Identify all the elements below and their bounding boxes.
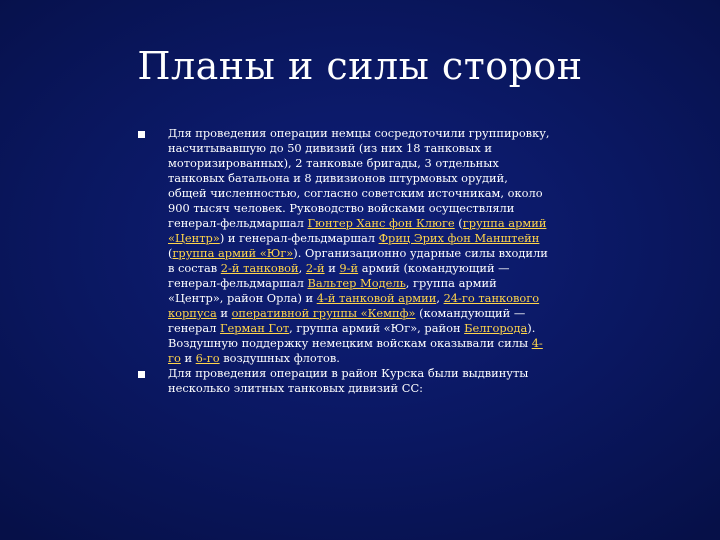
text-segment: ( bbox=[454, 216, 463, 230]
square-bullet-icon bbox=[138, 131, 145, 138]
hyperlink[interactable]: Герман Гот bbox=[219, 321, 290, 335]
text-segment: ). Организационно ударные силы входили в состав bbox=[168, 246, 548, 275]
text-segment: ). Воздушную поддержку немецким войскам оказывали силы bbox=[168, 321, 536, 350]
hyperlink[interactable]: 4-й танковой армии bbox=[316, 291, 437, 305]
bullet-item bbox=[138, 126, 550, 366]
text-segment: армий (командующий — генерал-фельдмаршал bbox=[168, 261, 510, 290]
bullet-text bbox=[168, 366, 528, 395]
square-bullet-icon bbox=[138, 371, 145, 378]
hyperlink[interactable]: оперативной группы «Кемпф» bbox=[231, 306, 416, 320]
hyperlink[interactable]: 2-й bbox=[305, 261, 325, 275]
hyperlink[interactable]: 2-й танковой bbox=[220, 261, 299, 275]
bullet-text bbox=[168, 126, 550, 365]
hyperlink[interactable]: 24-го танкового корпуса bbox=[168, 291, 540, 320]
text-segment: Для проведения операции в район Курска были выдвинуты несколько элитных танковых дивизий СС: bbox=[168, 366, 529, 395]
text-segment: ) и генерал-фельдмаршал bbox=[219, 231, 379, 245]
hyperlink[interactable]: 6-го bbox=[195, 351, 220, 365]
hyperlink[interactable]: Вальтер Модель bbox=[307, 276, 406, 290]
text-segment: , группа армий «Центр», район Орла) и bbox=[168, 276, 497, 305]
hyperlink[interactable]: 9-й bbox=[339, 261, 359, 275]
hyperlink[interactable]: Гюнтер Ханс фон Клюге bbox=[307, 216, 455, 230]
hyperlink[interactable]: группа армий «Юг» bbox=[172, 246, 294, 260]
text-segment: воздушных флотов. bbox=[219, 351, 340, 365]
text-segment: и bbox=[216, 306, 232, 320]
bullet-item bbox=[138, 366, 550, 396]
text-segment: ( bbox=[168, 246, 173, 260]
text-segment: Для проведения операции немцы сосредоточили группировку, насчитывавшую до 50 дивизий (из них 18 танковых и моторизированных), 2 танковые бригады, 3 отдельных танковых батальона и 8 дивизионов штурмовых орудий, общей численностью, согласно советским источникам, около 900 тысяч человек. Руководство войсками осуществляли генерал-фельдмаршал bbox=[168, 126, 550, 230]
slide-title: Планы и силы сторон bbox=[137, 44, 583, 88]
text-segment: (командующий — генерал bbox=[168, 306, 526, 335]
text-segment: и bbox=[324, 261, 340, 275]
text-segment: и bbox=[180, 351, 196, 365]
hyperlink[interactable]: 4-го bbox=[168, 336, 543, 365]
hyperlink[interactable]: Фриц Эрих фон Манштейн bbox=[378, 231, 540, 245]
text-segment: , bbox=[298, 261, 306, 275]
hyperlink[interactable]: Белгорода bbox=[464, 321, 528, 335]
text-segment: , bbox=[436, 291, 444, 305]
text-segment: , группа армий «Юг», район bbox=[289, 321, 465, 335]
hyperlink[interactable]: группа армий «Центр» bbox=[168, 216, 547, 245]
bullet-list bbox=[138, 126, 550, 396]
